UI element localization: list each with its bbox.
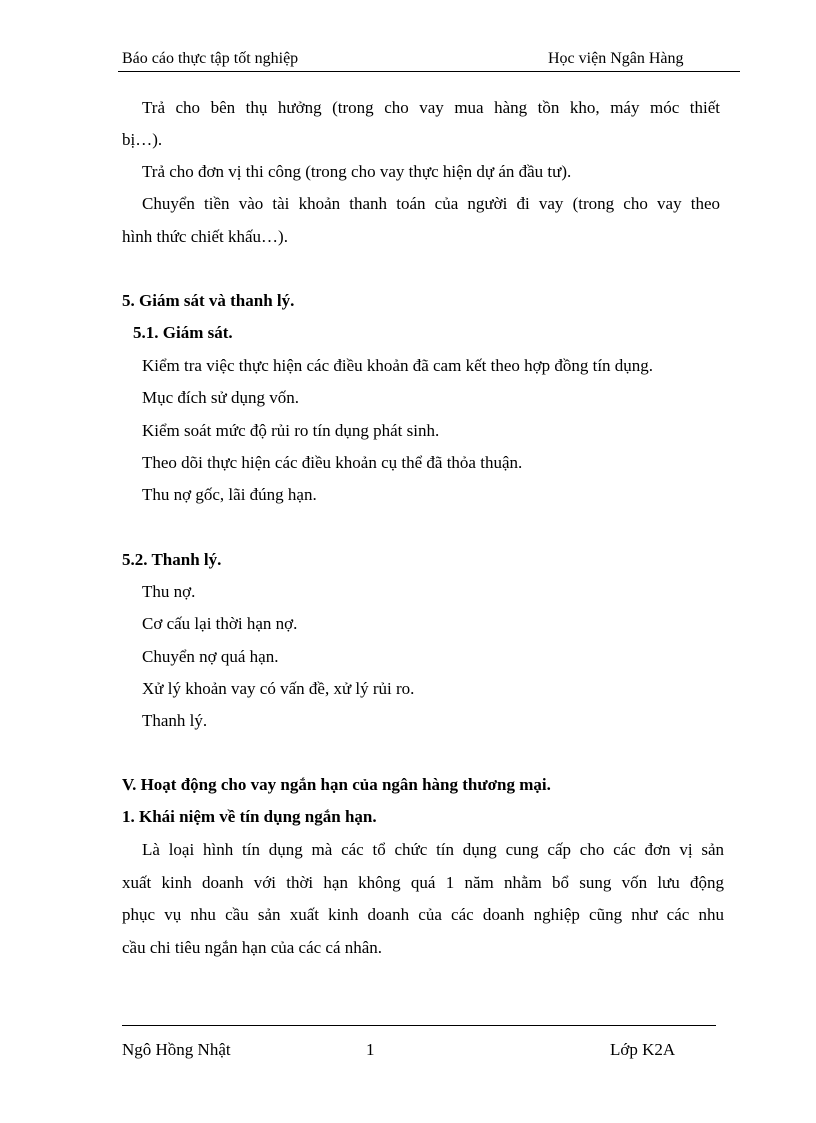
section-heading: 1. Khái niệm về tín dụng ngắn hạn. [122,807,377,826]
paragraph-line: Là loại hình tín dụng mà các tổ chức tín dụng cung cấp cho các đơn vị sản [142,840,724,859]
section-heading: 5. Giám sát và thanh lý. [122,291,295,310]
footer-class: Lớp K2A [610,1040,676,1059]
list-item: Mục đích sử dụng vốn. [142,388,300,407]
paragraph-line: Trả cho bên thụ hưởng (trong cho vay mua hàng tồn kho, máy móc thiết [142,98,720,117]
list-item: Cơ cấu lại thời hạn nợ. [142,614,298,633]
paragraph-line: phục vụ nhu cầu sản xuất kinh doanh của các doanh nghiệp cũng như các nhu [122,905,724,924]
list-item: Chuyển nợ quá hạn. [142,647,279,666]
header-divider [118,71,740,72]
list-item: Kiểm soát mức độ rủi ro tín dụng phát sinh. [142,421,440,440]
paragraph-line: hình thức chiết khấu…). [122,227,288,246]
header-report-title: Báo cáo thực tập tốt nghiệp [122,50,299,67]
chapter-heading: V. Hoạt động cho vay ngắn hạn của ngân hàng thương mại. [122,775,551,794]
footer-author: Ngô Hồng Nhật [122,1040,231,1059]
paragraph-line: bị…). [122,130,163,149]
footer-divider [122,1025,716,1026]
list-item: Xử lý khoản vay có vấn đề, xử lý rủi ro. [142,679,415,698]
list-item: Thu nợ gốc, lãi đúng hạn. [142,485,317,504]
header-institution: Học viện Ngân Hàng [548,50,684,67]
subsection-heading: 5.2. Thanh lý. [122,550,222,569]
paragraph-line: Chuyển tiền vào tài khoản thanh toán của người đi vay (trong cho vay theo [142,194,720,213]
subsection-heading: 5.1. Giám sát. [133,323,233,342]
list-item: Kiểm tra việc thực hiện các điều khoản đã cam kết theo hợp đồng tín dụng. [142,356,654,375]
paragraph-line: cầu chi tiêu ngắn hạn của các cá nhân. [122,938,383,957]
page-number: 1 [366,1040,375,1059]
list-item: Thu nợ. [142,582,196,601]
paragraph-line: Trả cho đơn vị thi công (trong cho vay thực hiện dự án đầu tư). [142,162,572,181]
list-item: Theo dõi thực hiện các điều khoản cụ thể đã thỏa thuận. [142,453,523,472]
paragraph-line: xuất kinh doanh với thời hạn không quá 1 năm nhằm bổ sung vốn lưu động [122,873,724,892]
list-item: Thanh lý. [142,711,208,730]
